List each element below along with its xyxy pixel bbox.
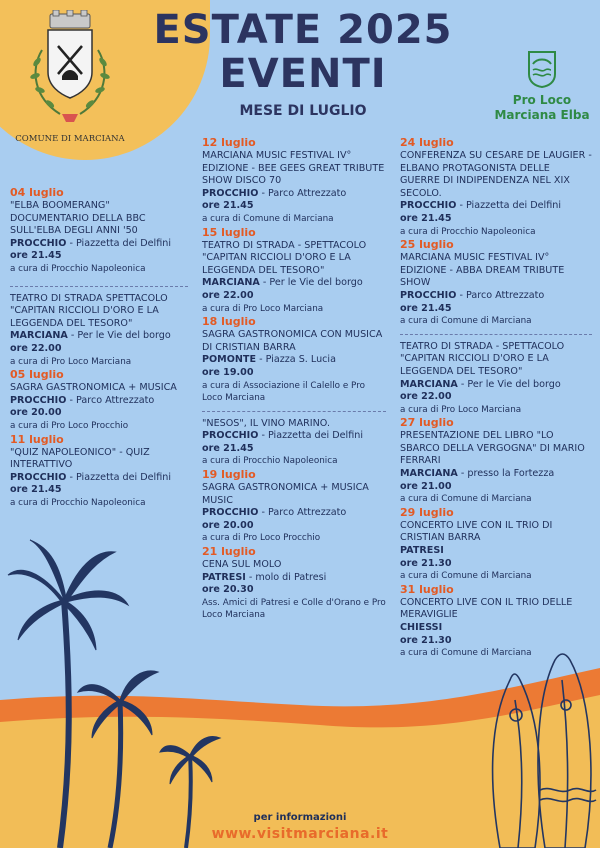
comune-crest [14, 10, 126, 144]
event-date: 04 luglio [10, 186, 64, 199]
event-time: ore 20.00 [202, 519, 254, 531]
event-title: "ELBA BOOMERANG" DOCUMENTARIO DELLA BBC SULL'ELBA DEGLI ANNI '50 [10, 200, 146, 237]
event-title: TEATRO DI STRADA - SPETTACOLO "CAPITAN RICCIOLI D'ORO E LA LEGGENDA DEL TESORO" [400, 340, 565, 377]
event-item [10, 433, 188, 510]
event-location: - Per le Vie del borgo [457, 378, 561, 390]
event-title: CONFERENZA SU CESARE DE LAUGIER - ELBANO PROTAGONISTA DELLE GUERRE DI INDIPENDENZA NEL XIX SECOLO. [400, 150, 592, 199]
event-title: SAGRA GASTRONOMICA + MUSICA MUSIC [202, 482, 369, 506]
event-date: 11 luglio [10, 432, 64, 446]
event-time: ore 21.30 [400, 634, 452, 646]
event-time: ore 21.45 [202, 442, 254, 454]
event-organizer: a cura di Pro Loco Procchio [202, 533, 321, 544]
event-location: - Piazzetta dei Delfini [66, 237, 171, 249]
event-date: 18 luglio [202, 315, 256, 329]
divider [202, 411, 386, 412]
coat-of-arms-icon [20, 10, 120, 128]
event-place: MARCIANA [202, 277, 260, 289]
event-title: MARCIANA MUSIC FESTIVAL IV° EDIZIONE - ABBA DREAM TRIBUTE SHOW [400, 252, 565, 289]
event-place: PROCCHIO [400, 289, 457, 301]
event-date: 05 luglio [10, 368, 64, 382]
event-title: TEATRO DI STRADA - SPETTACOLO "CAPITAN RICCIOLI D'ORO E LA LEGGENDA DEL TESORO" [202, 239, 367, 276]
event-time: ore 21.45 [400, 212, 452, 224]
event-place: PROCCHIO [10, 237, 67, 249]
event-organizer: Ass. Amici di Patresi e Colle d'Orano e Pro Loco Marciana [202, 597, 386, 621]
event-organizer: a cura di Comune di Marciana [400, 648, 532, 659]
event-title: SAGRA GASTRONOMICA + MUSICA [10, 382, 177, 394]
event-item [10, 293, 188, 369]
event-date: 24 luglio [400, 136, 454, 149]
event-title: "QUIZ NAPOLEONICO" - QUIZ INTERATTIVO [10, 446, 150, 471]
event-organizer: a cura di Comune di Marciana [400, 494, 532, 505]
event-time: ore 20.30 [202, 584, 254, 596]
event-place: PROCCHIO [202, 430, 259, 442]
event-time: ore 21.00 [400, 480, 452, 492]
event-organizer: a cura di Comune di Marciana [400, 571, 532, 582]
divider [400, 334, 592, 335]
event-organizer: a cura di Pro Loco Marciana [400, 404, 522, 415]
event-item [400, 238, 592, 328]
event-location: - Piazzetta dei Delfini [66, 471, 171, 483]
event-location: - molo di Patresi [245, 571, 327, 583]
event-title: CONCERTO LIVE CON IL TRIO DELLE MERAVIGLIE [400, 596, 573, 621]
comune-label: COMUNE DI MARCIANA [15, 134, 125, 144]
event-item [202, 545, 386, 622]
event-location: - Parco Attrezzato [456, 289, 545, 301]
event-organizer: a cura di Pro Loco Procchio [10, 420, 129, 431]
event-item [10, 186, 188, 276]
event-title: CENA SUL MOLO [202, 559, 282, 571]
event-location: - Piazzetta dei Delfini [456, 200, 561, 212]
event-organizer: a cura di Procchio Napoleonica [400, 226, 536, 237]
event-item [202, 226, 386, 316]
event-place: MARCIANA [400, 468, 458, 480]
event-date: 25 luglio [400, 238, 454, 252]
footer-info-label: per informazioni [253, 812, 347, 823]
event-time: ore 21.45 [10, 484, 62, 496]
event-organizer: a cura di Pro Loco Marciana [10, 356, 132, 367]
event-item [400, 136, 592, 238]
event-location: - Parco Attrezzato [258, 187, 347, 199]
proloco-name-line1: Pro Loco [512, 93, 572, 107]
event-place: PROCCHIO [202, 507, 259, 519]
event-title: CONCERTO LIVE CON IL TRIO DI CRISTIAN BARRA [400, 519, 553, 544]
event-time: ore 20.00 [10, 407, 62, 419]
page-title-line1: ESTATE 2025 [153, 7, 453, 53]
events-column-3 [400, 136, 592, 660]
divider [10, 286, 188, 287]
footer-website-link[interactable]: www.visitmarciana.it [211, 826, 389, 842]
proloco-emblem-icon [525, 48, 559, 88]
event-place: PROCCHIO [400, 200, 457, 212]
event-date: 21 luglio [202, 545, 256, 559]
event-place: MARCIANA [400, 378, 458, 390]
event-location: - Piazza S. Lucia [256, 354, 336, 366]
event-date: 31 luglio [400, 582, 454, 596]
event-time: ore 22.00 [400, 391, 452, 403]
event-location: - Per le Vie del borgo [259, 277, 363, 289]
event-title: PRESENTAZIONE DEL LIBRO "LO SBARCO DELLA VERGOGNA" DI MARIO FERRARI [400, 430, 585, 467]
event-time: ore 21.30 [400, 557, 452, 569]
event-item [400, 506, 592, 583]
event-time: ore 21.45 [400, 302, 452, 314]
events-column-1 [10, 186, 188, 509]
event-item [400, 341, 592, 417]
event-organizer: a cura di Comune di Marciana [202, 213, 334, 224]
event-place: PATRESI [400, 545, 444, 557]
event-organizer: a cura di Procchio Napoleonica [10, 497, 146, 508]
event-item [202, 136, 386, 226]
event-date: 15 luglio [202, 225, 256, 239]
event-item [202, 418, 386, 468]
event-item [400, 416, 592, 506]
event-place: CHIESSI [400, 622, 443, 633]
event-location: - Per le Vie del borgo [67, 330, 171, 342]
event-organizer: a cura di Procchio Napoleonica [10, 263, 146, 274]
event-location: - Parco Attrezzato [66, 394, 155, 406]
event-place: PATRESI [202, 571, 246, 583]
event-organizer: a cura di Comune di Marciana [400, 316, 532, 327]
event-title: TEATRO DI STRADA SPETTACOLO "CAPITAN RICCIOLI D'ORO E LA LEGGENDA DEL TESORO" [10, 292, 168, 329]
event-place: PROCCHIO [10, 471, 67, 483]
event-title: "NESOS", IL VINO MARINO. [202, 417, 331, 429]
event-time: ore 22.00 [10, 342, 62, 354]
event-item [202, 468, 386, 545]
event-place: POMONTE [202, 354, 257, 366]
event-location: - Piazzetta dei Delfini [258, 430, 363, 442]
event-item [10, 368, 188, 432]
event-date: 12 luglio [202, 136, 256, 149]
proloco-name-line2: Marciana Elba [494, 108, 590, 122]
event-place: PROCCHIO [10, 394, 67, 406]
event-date: 27 luglio [400, 416, 454, 430]
event-location: - presso la Fortezza [457, 468, 555, 480]
event-place: MARCIANA [10, 330, 68, 342]
event-date: 19 luglio [202, 468, 256, 482]
event-organizer: a cura di Associazione il Calello e Pro Loco Marciana [202, 380, 365, 404]
event-place: PROCCHIO [202, 187, 259, 199]
events-column-2 [202, 136, 386, 622]
page-title-line2: EVENTI [219, 51, 387, 97]
event-organizer: a cura di Procchio Napoleonica [202, 456, 338, 467]
event-time: ore 21.45 [10, 250, 62, 262]
event-date: 29 luglio [400, 505, 454, 519]
event-location: - Parco Attrezzato [258, 507, 347, 519]
month-subtitle: MESE DI LUGLIO [239, 103, 367, 119]
event-item [202, 315, 386, 405]
event-time: ore 19.00 [202, 366, 254, 378]
event-time: ore 21.45 [202, 200, 254, 212]
event-item [400, 583, 592, 660]
event-organizer: a cura di Pro Loco Marciana [202, 303, 324, 314]
event-time: ore 22.00 [202, 289, 254, 301]
proloco-logo [492, 48, 592, 122]
event-title: MARCIANA MUSIC FESTIVAL IV° EDIZIONE - BEE GEES GREAT TRIBUTE SHOW DISCO 70 [202, 150, 385, 187]
event-title: SAGRA GASTRONOMICA CON MUSICA DI CRISTIAN BARRA [202, 329, 383, 353]
